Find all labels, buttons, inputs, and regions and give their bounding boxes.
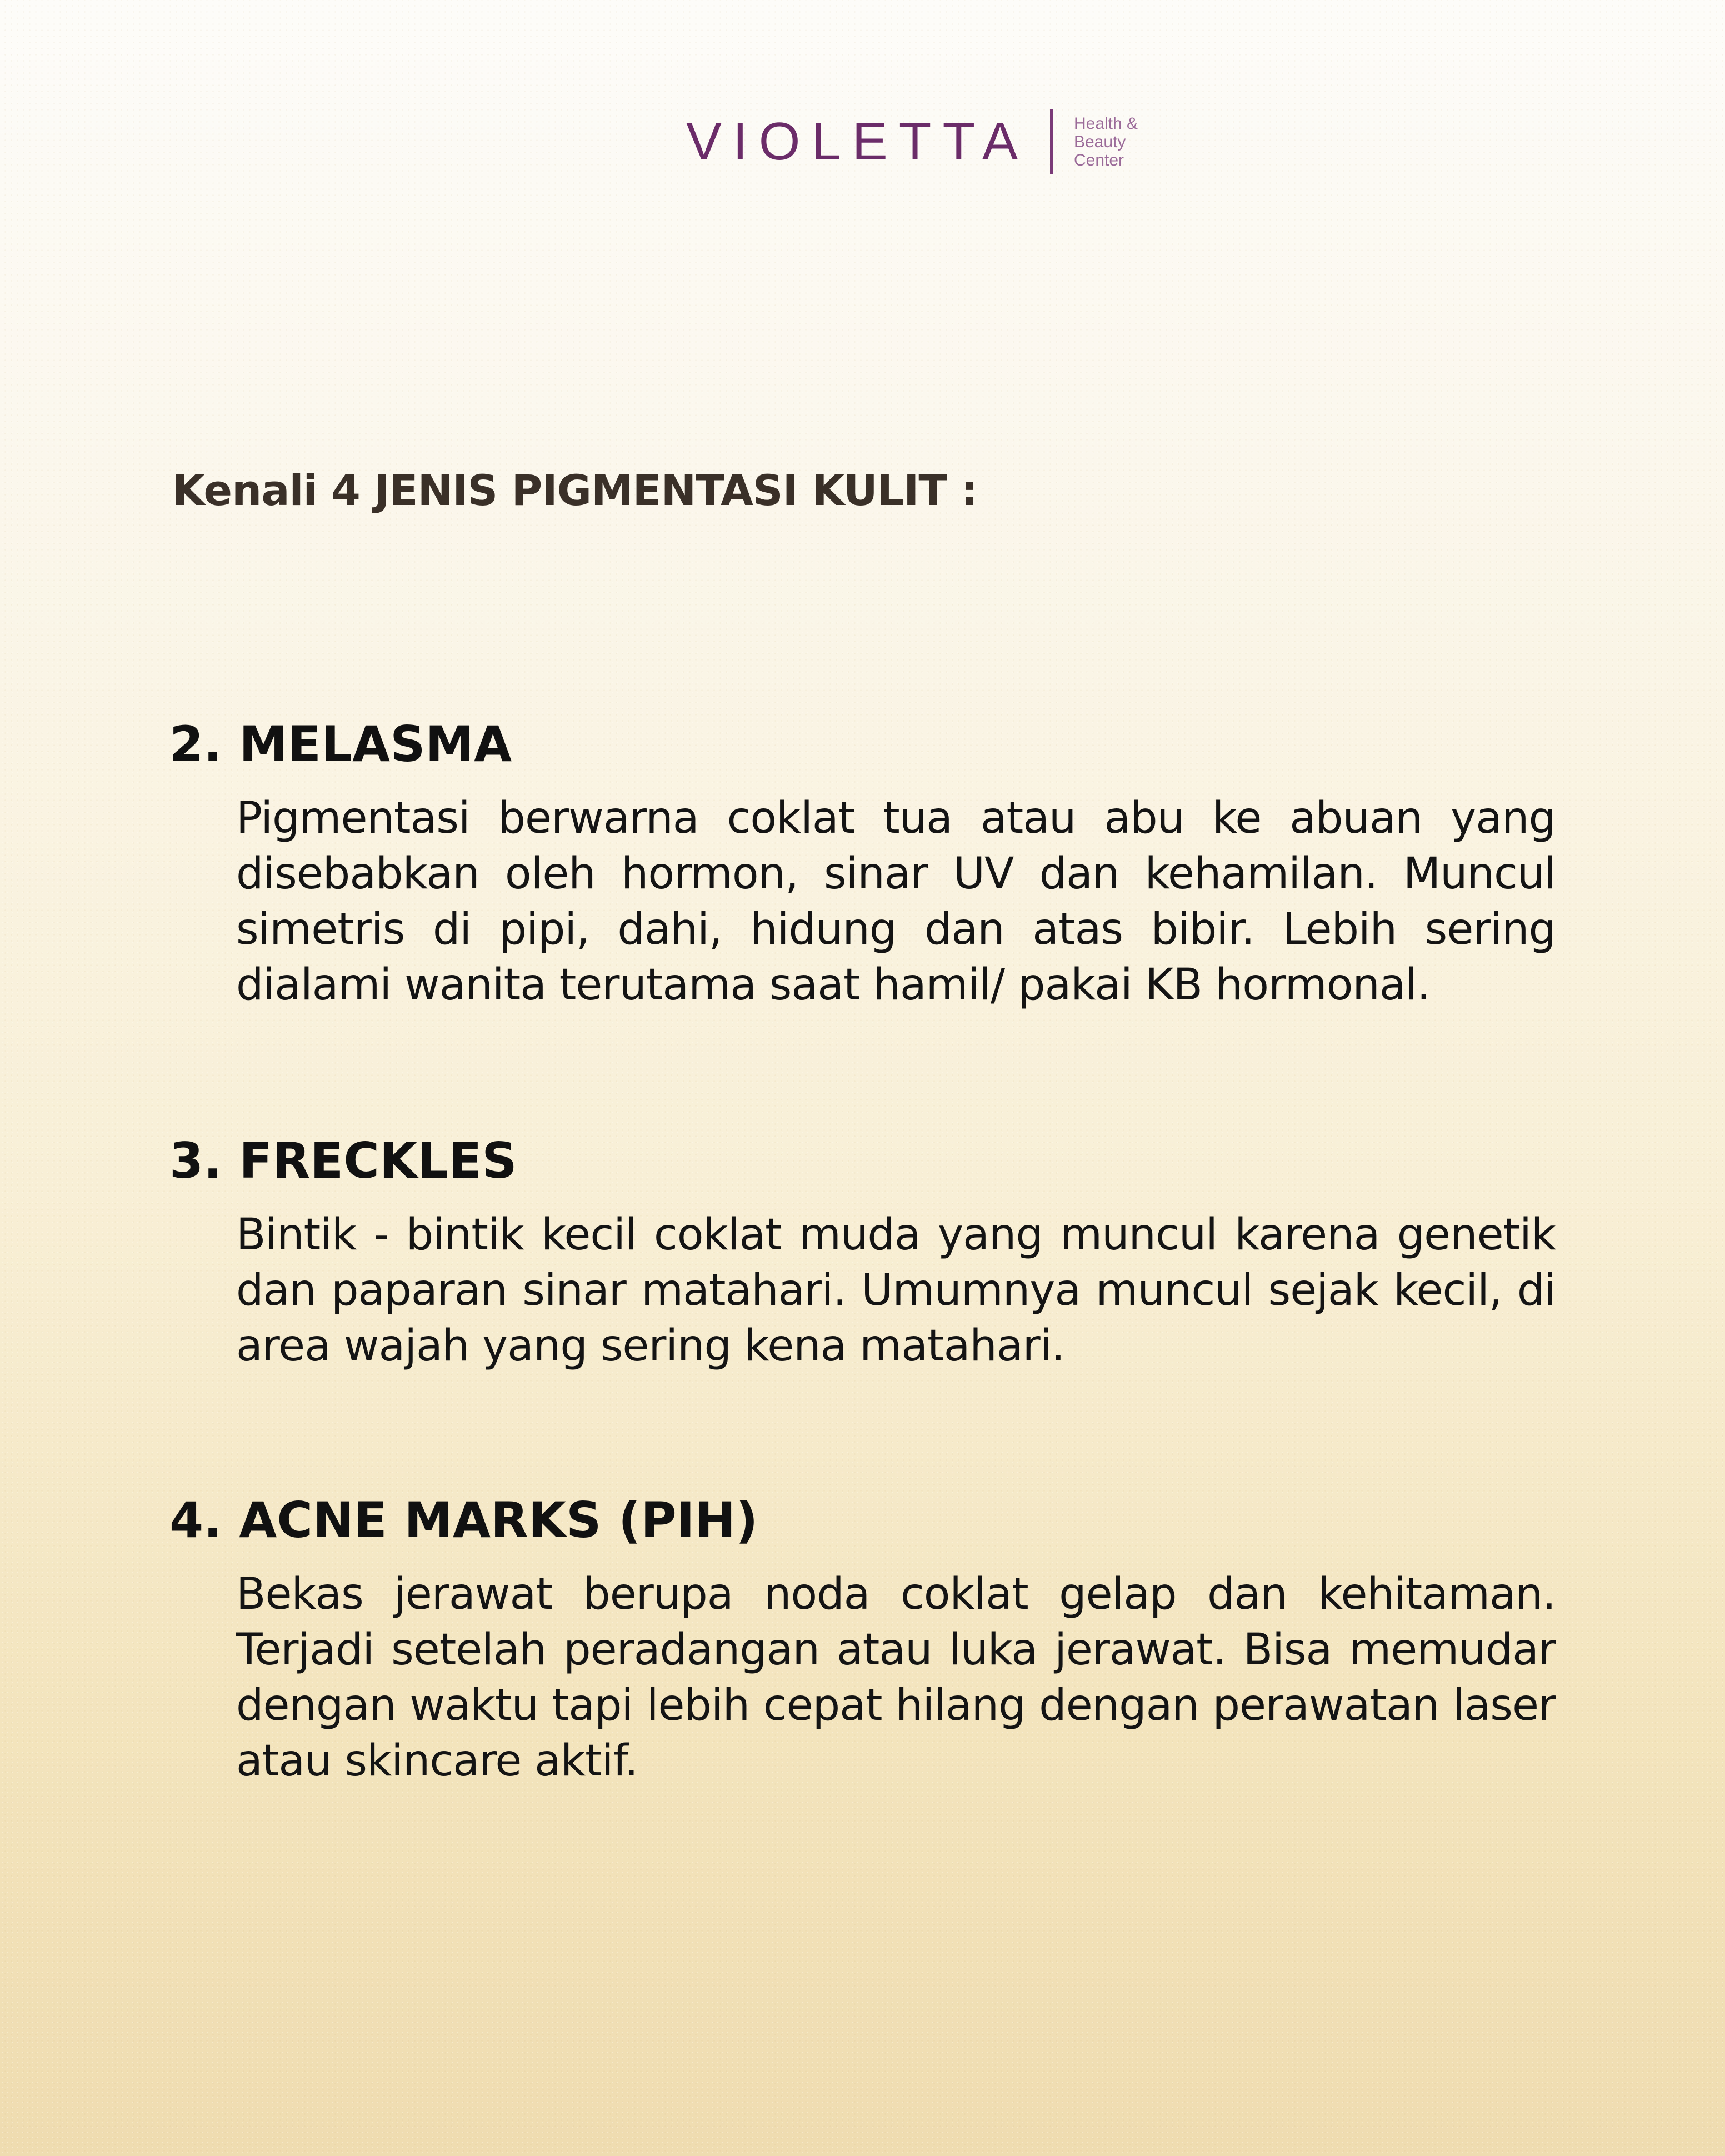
brand-tagline-line: Beauty	[1073, 132, 1126, 151]
brand-tagline-line: Health &	[1073, 114, 1138, 133]
section-title: 3. FRECKLES	[169, 1132, 517, 1189]
section-body: Bintik - bintik kecil coklat muda yang muncul karena genetik dan paparan sinar matahari. Umumnya muncul sejak kecil, di area wajah yang sering kena matahari.	[236, 1210, 1556, 1371]
section-body: Pigmentasi berwarna coklat tua atau abu ke abuan yang disebabkan oleh hormon, sinar UV dan kehamilan. Muncul simetris di pipi, dahi, hidung dan atas bibir. Lebih sering dialami wanita terutama saat hamil/ pakai KB hormonal.	[236, 793, 1556, 1010]
section-freckles	[169, 1130, 1558, 1374]
brand-tagline-line: Center	[1073, 151, 1124, 169]
brand-logo	[686, 108, 1138, 175]
brand-tagline	[1074, 114, 1138, 169]
section-acne-marks	[169, 1490, 1558, 1789]
section-body: Bekas jerawat berupa noda coklat gelap dan kehitaman. Terjadi setelah peradangan atau luka jerawat. Bisa memudar dengan waktu tapi lebih cepat hilang dengan perawatan laser atau skincare aktif.	[236, 1569, 1556, 1786]
page-title: Kenali 4 JENIS PIGMENTASI KULIT :	[172, 466, 978, 515]
section-melasma	[169, 714, 1558, 1013]
section-title: 2. MELASMA	[169, 716, 512, 773]
section-title: 4. ACNE MARKS (PIH)	[169, 1492, 758, 1549]
logo-divider	[1050, 109, 1053, 174]
brand-name: VIOLETTA	[686, 112, 1029, 171]
